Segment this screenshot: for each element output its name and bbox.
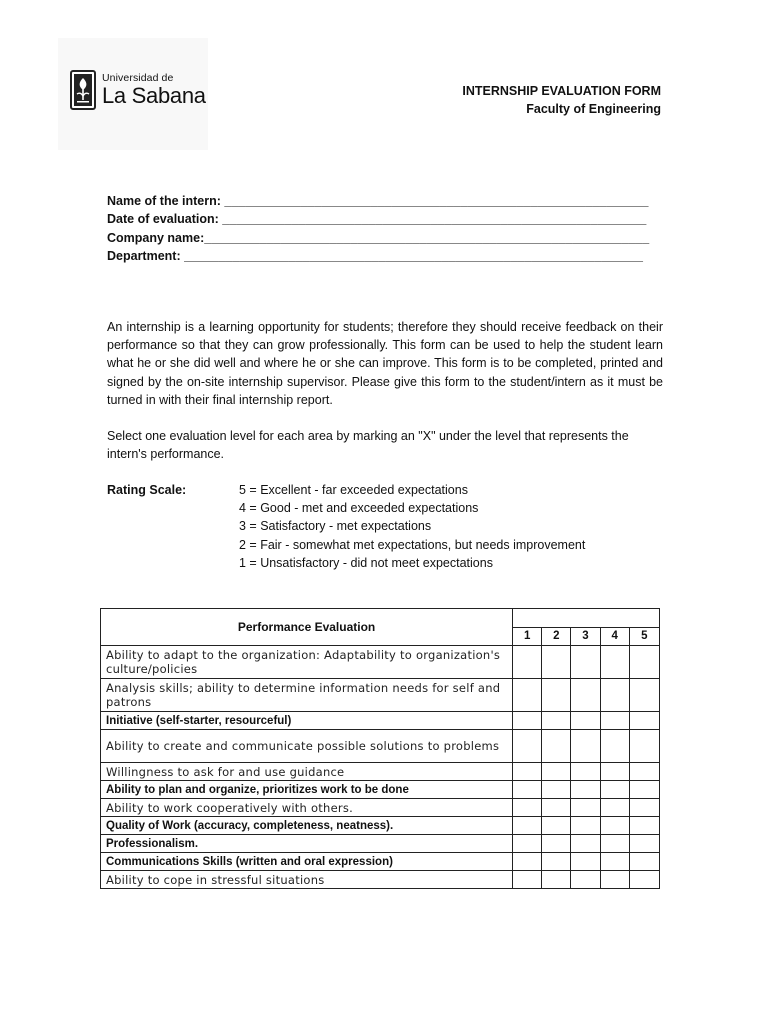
rating-cell-4[interactable]: [600, 781, 629, 799]
criterion-label: Quality of Work (accuracy, completeness, neatness).: [101, 817, 513, 835]
rating-cell-4[interactable]: [600, 817, 629, 835]
field-label: Name of the intern:: [107, 194, 221, 208]
rating-cell-1[interactable]: [513, 799, 542, 817]
logo-line-2: La Sabana: [102, 82, 206, 108]
rating-cell-3[interactable]: [571, 712, 600, 730]
rating-cell-3[interactable]: [571, 730, 600, 763]
rating-cell-1[interactable]: [513, 853, 542, 871]
intro-paragraph: An internship is a learning opportunity for students; therefore they should receive feedback on their performance so that they can grow professionally. This form can be used to help the student learn what he or she did well and where he or she can improve. This form is to be completed, printed and signed by the on-site internship supervisor. Please give this form to the student/intern as it must be turned in with their final internship report.: [107, 320, 663, 407]
criterion-label: Willingness to ask for and use guidance: [101, 763, 513, 781]
rating-cell-2[interactable]: [542, 763, 571, 781]
rating-cell-2[interactable]: [542, 835, 571, 853]
rating-cell-5[interactable]: [629, 712, 659, 730]
rating-cell-4[interactable]: [600, 871, 629, 889]
rating-cell-2[interactable]: [542, 730, 571, 763]
rating-cell-5[interactable]: [629, 853, 659, 871]
level-header-4: 4: [600, 627, 629, 646]
field-label: Department:: [107, 248, 181, 263]
field-blank[interactable]: ________________________________________________________________: [204, 230, 650, 245]
rating-cell-2[interactable]: [542, 799, 571, 817]
table-row: [101, 835, 660, 853]
field-blank[interactable]: _____________________________________________________________: [220, 194, 649, 208]
rating-cell-2[interactable]: [542, 679, 571, 712]
field-label: Date of evaluation:: [107, 212, 219, 227]
university-logo: [70, 70, 206, 110]
rating-cell-5[interactable]: [629, 646, 659, 679]
intern-info-fields: [107, 192, 649, 265]
criterion-label: Ability to create and communicate possible solutions to problems: [101, 730, 513, 763]
rating-cell-3[interactable]: [571, 781, 600, 799]
evaluation-date-field[interactable]: [107, 210, 649, 228]
rating-cell-4[interactable]: [600, 712, 629, 730]
field-blank[interactable]: _____________________________________________________________: [218, 212, 647, 227]
rating-cell-3[interactable]: [571, 871, 600, 889]
rating-cell-4[interactable]: [600, 853, 629, 871]
instruction-paragraph: Select one evaluation level for each area by marking an "X" under the level that represents the intern's performance.: [107, 429, 629, 462]
level-header-5: 5: [629, 627, 659, 646]
performance-evaluation-table: [100, 608, 660, 889]
table-row: [101, 730, 660, 763]
table-row: [101, 871, 660, 889]
rating-cell-1[interactable]: [513, 781, 542, 799]
rating-cell-1[interactable]: [513, 763, 542, 781]
rating-cell-3[interactable]: [571, 853, 600, 871]
rating-cell-4[interactable]: [600, 799, 629, 817]
rating-cell-1[interactable]: [513, 712, 542, 730]
rating-cell-5[interactable]: [629, 799, 659, 817]
rating-cell-1[interactable]: [513, 835, 542, 853]
rating-item: 5 = Excellent - far exceeded expectations: [239, 483, 468, 497]
criterion-label: Professionalism.: [101, 835, 513, 853]
level-header-1: 1: [513, 627, 542, 646]
rating-cell-2[interactable]: [542, 871, 571, 889]
criterion-label: Initiative (self-starter, resourceful): [101, 712, 513, 730]
rating-cell-2[interactable]: [542, 817, 571, 835]
table-row: [101, 712, 660, 730]
rating-cell-5[interactable]: [629, 730, 659, 763]
rating-cell-3[interactable]: [571, 817, 600, 835]
rating-cell-1[interactable]: [513, 679, 542, 712]
rating-cell-5[interactable]: [629, 817, 659, 835]
form-title: INTERNSHIP EVALUATION FORM: [462, 84, 661, 98]
level-header-3: 3: [571, 627, 600, 646]
rating-cell-5[interactable]: [629, 781, 659, 799]
table-row: [101, 646, 660, 679]
criterion-label: Ability to cope in stressful situations: [101, 871, 513, 889]
field-blank[interactable]: __________________________________________________________________: [180, 248, 643, 263]
rating-cell-3[interactable]: [571, 679, 600, 712]
company-name-field[interactable]: [107, 229, 649, 247]
criterion-label: Communications Skills (written and oral expression): [101, 853, 513, 871]
faculty-name: Faculty of Engineering: [526, 102, 661, 116]
rating-cell-5[interactable]: [629, 679, 659, 712]
rating-cell-4[interactable]: [600, 763, 629, 781]
table-row: [101, 781, 660, 799]
rating-cell-3[interactable]: [571, 835, 600, 853]
criterion-label: Analysis skills; ability to determine information needs for self and patrons: [101, 679, 513, 712]
rating-cell-3[interactable]: [571, 763, 600, 781]
table-row: [101, 799, 660, 817]
criterion-label: Ability to adapt to the organization: Adaptability to organization's culture/policies: [101, 646, 513, 679]
table-header-blank: [513, 609, 660, 628]
rating-cell-1[interactable]: [513, 646, 542, 679]
rating-item: 4 = Good - met and exceeded expectations: [239, 501, 479, 516]
rating-scale-list: [239, 481, 585, 572]
criterion-label: Ability to work cooperatively with others.: [101, 799, 513, 817]
table-row: [101, 763, 660, 781]
rating-cell-1[interactable]: [513, 817, 542, 835]
rating-cell-1[interactable]: [513, 730, 542, 763]
department-field[interactable]: [107, 247, 649, 265]
level-header-2: 2: [542, 627, 571, 646]
rating-cell-4[interactable]: [600, 835, 629, 853]
logo-line-1: Universidad de: [102, 72, 174, 85]
field-label: Company name:: [107, 230, 205, 245]
rating-cell-4[interactable]: [600, 730, 629, 763]
rating-cell-4[interactable]: [600, 646, 629, 679]
rating-cell-2[interactable]: [542, 646, 571, 679]
intern-name-field[interactable]: [107, 192, 649, 210]
rating-cell-3[interactable]: [571, 799, 600, 817]
rating-cell-2[interactable]: [542, 712, 571, 730]
rating-cell-5[interactable]: [629, 763, 659, 781]
rating-item: 2 = Fair - somewhat met expectations, but needs improvement: [239, 537, 586, 552]
rating-item: 1 = Unsatisfactory - did not meet expectations: [239, 555, 493, 570]
rating-cell-2[interactable]: [542, 853, 571, 871]
rating-scale-label: Rating Scale:: [107, 483, 187, 497]
rating-cell-5[interactable]: [629, 835, 659, 853]
rating-cell-1[interactable]: [513, 871, 542, 889]
criterion-label: Ability to plan and organize, prioritizes work to be done: [101, 781, 513, 799]
rating-item: 3 = Satisfactory - met expectations: [239, 519, 432, 534]
table-row: [101, 817, 660, 835]
rating-cell-3[interactable]: [571, 646, 600, 679]
table-row: [101, 679, 660, 712]
table-row: [101, 853, 660, 871]
rating-cell-5[interactable]: [629, 871, 659, 889]
rating-cell-4[interactable]: [600, 679, 629, 712]
table-header-performance: Performance Evaluation: [101, 609, 513, 646]
form-heading: [462, 82, 661, 118]
crest-icon: [70, 70, 96, 110]
rating-cell-2[interactable]: [542, 781, 571, 799]
